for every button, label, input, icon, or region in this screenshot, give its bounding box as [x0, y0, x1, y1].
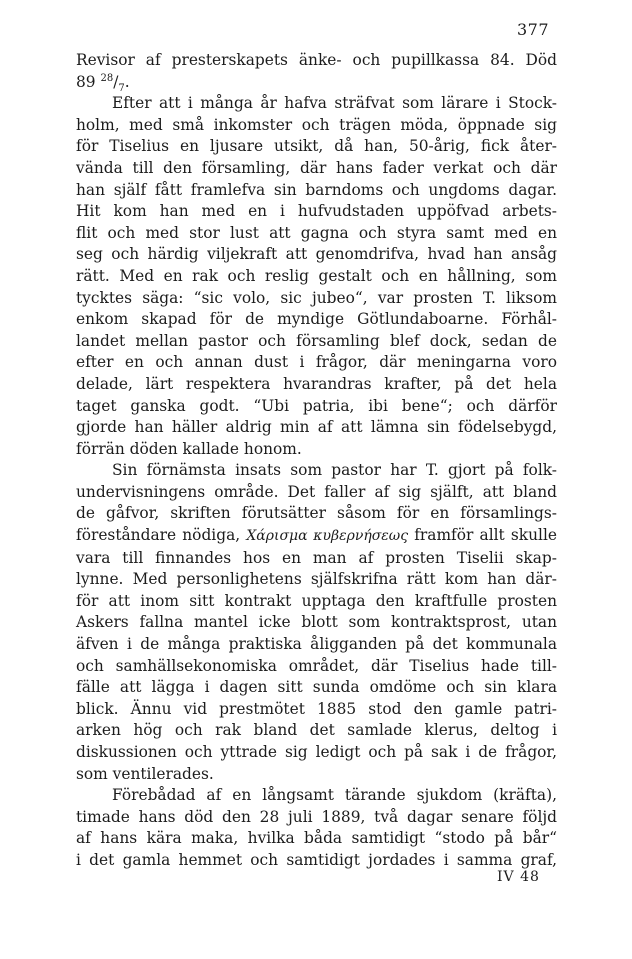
signature-mark: IV 48: [497, 869, 540, 885]
text-line: de gåfvor, skriften förutsätter såsom för en församlings-: [76, 504, 557, 523]
text-line: af hans kära maka, hvilka båda samtidigt “stodo på bår“: [76, 829, 557, 848]
text-line: vara till finnandes hos en man af prosten Tiselii skap-: [76, 548, 557, 567]
text-line: Sin förnämsta insats som pastor har T. gjort på folk-: [112, 461, 557, 480]
date-numerator: 28: [100, 72, 114, 84]
text-line: rätt. Med en rak och reslig gestalt och en hållning, som: [76, 266, 557, 285]
text-line: för att inom sitt kontrakt upptaga den kraftfulle prosten: [76, 591, 557, 610]
date-denominator: 7: [118, 82, 125, 94]
body-text: [76, 50, 557, 872]
text-line: undervisningens område. Det faller af sig själft, att bland: [76, 482, 557, 501]
paragraph-1: [76, 50, 557, 93]
text-line: holm, med små inkomster och trägen möda, öppnade sig: [76, 115, 557, 134]
text-line: i det gamla hemmet och samtidigt jordades i samma graf,: [76, 850, 557, 869]
text-line: seg och härdig viljekraft att genomdrifva, hvad han ansåg: [76, 245, 557, 264]
paragraph-2: [76, 93, 557, 460]
text-fragment: föreståndare nödiga,: [76, 526, 241, 545]
text-line: och samhällsekonomiska området, där Tiselius hade till-: [76, 656, 557, 675]
text-line: han själf fått framlefva sin barndoms och ungdoms dagar.: [76, 180, 557, 199]
text-line-greek: [76, 525, 557, 548]
text-line: tycktes säga: “sic volo, sic jubeo“, var prosten T. liksom: [76, 288, 557, 307]
text-line: vända till den församling, där hans fader verkat och där: [76, 158, 557, 177]
text-line: efter en och annan dust i frågor, där meningarna voro: [76, 353, 557, 372]
text-line: timade hans död den 28 juli 1889, två dagar senare följd: [76, 807, 557, 826]
text-line: taget ganska godt. “Ubi patria, ibi bene“; och därför: [76, 396, 557, 415]
text-line: Förebådad af en långsamt tärande sjukdom (kräfta),: [112, 786, 557, 805]
text-line: fälle att lägga i dagen sitt sunda omdöme och sin klara: [76, 678, 557, 697]
text-line: Hit kom han med en i hufvudstaden uppöfvad arbets-: [76, 202, 557, 221]
text-line: förrän döden kallade honom.: [76, 439, 302, 458]
text-line: gjorde han häller aldrig min af att lämna sin födelsebygd,: [76, 418, 557, 437]
text-fragment: 89: [76, 72, 101, 91]
text-line-date: [76, 72, 557, 94]
greek-phrase: Χάρισμα κυβερνήσεως: [246, 528, 409, 545]
text-line: enkom skapad för de myndige Götlundaboarne. Förhål-: [76, 310, 557, 329]
text-line: för Tiselius en ljusare utsikt, då han, 50-årig, fick åter-: [76, 137, 557, 156]
text-line: blick. Ännu vid prestmötet 1885 stod den gamle patri-: [76, 699, 557, 718]
text-line: diskussionen och yttrade sig ledigt och på sak i de frågor,: [76, 743, 557, 761]
text-fragment: framför allt skulle: [408, 526, 557, 545]
text-line: landet mellan pastor och församling blef dock, sedan de: [76, 331, 557, 350]
text-line: Askers fallna mantel icke blott som kontraktsprost, utan: [76, 613, 557, 632]
paragraph-4: [76, 785, 557, 871]
page-number: 377: [516, 20, 549, 39]
text-line: äfven i de många praktiska åligganden på det kommunala: [76, 635, 557, 654]
paragraph-3: [76, 460, 557, 785]
text-line: som ventilerades.: [76, 764, 214, 783]
text-line: arken hög och rak bland det samlade klerus, deltog i: [76, 721, 557, 740]
text-line: Efter att i många år hafva sträfvat som lärare i Stock-: [112, 94, 557, 113]
date-end: .: [124, 72, 130, 91]
text-line: delade, lärt respektera hvarandras krafter, på det hela: [76, 374, 557, 393]
text-line: flit och med stor lust att gagna och styra samt med en: [76, 223, 557, 242]
text-line: lynne. Med personlighetens själfskrifna rätt kom han där-: [76, 570, 557, 589]
date-slash: /: [113, 72, 119, 91]
text-line: Revisor af presterskapets änke- och pupillkassa 84. Död: [76, 51, 557, 69]
